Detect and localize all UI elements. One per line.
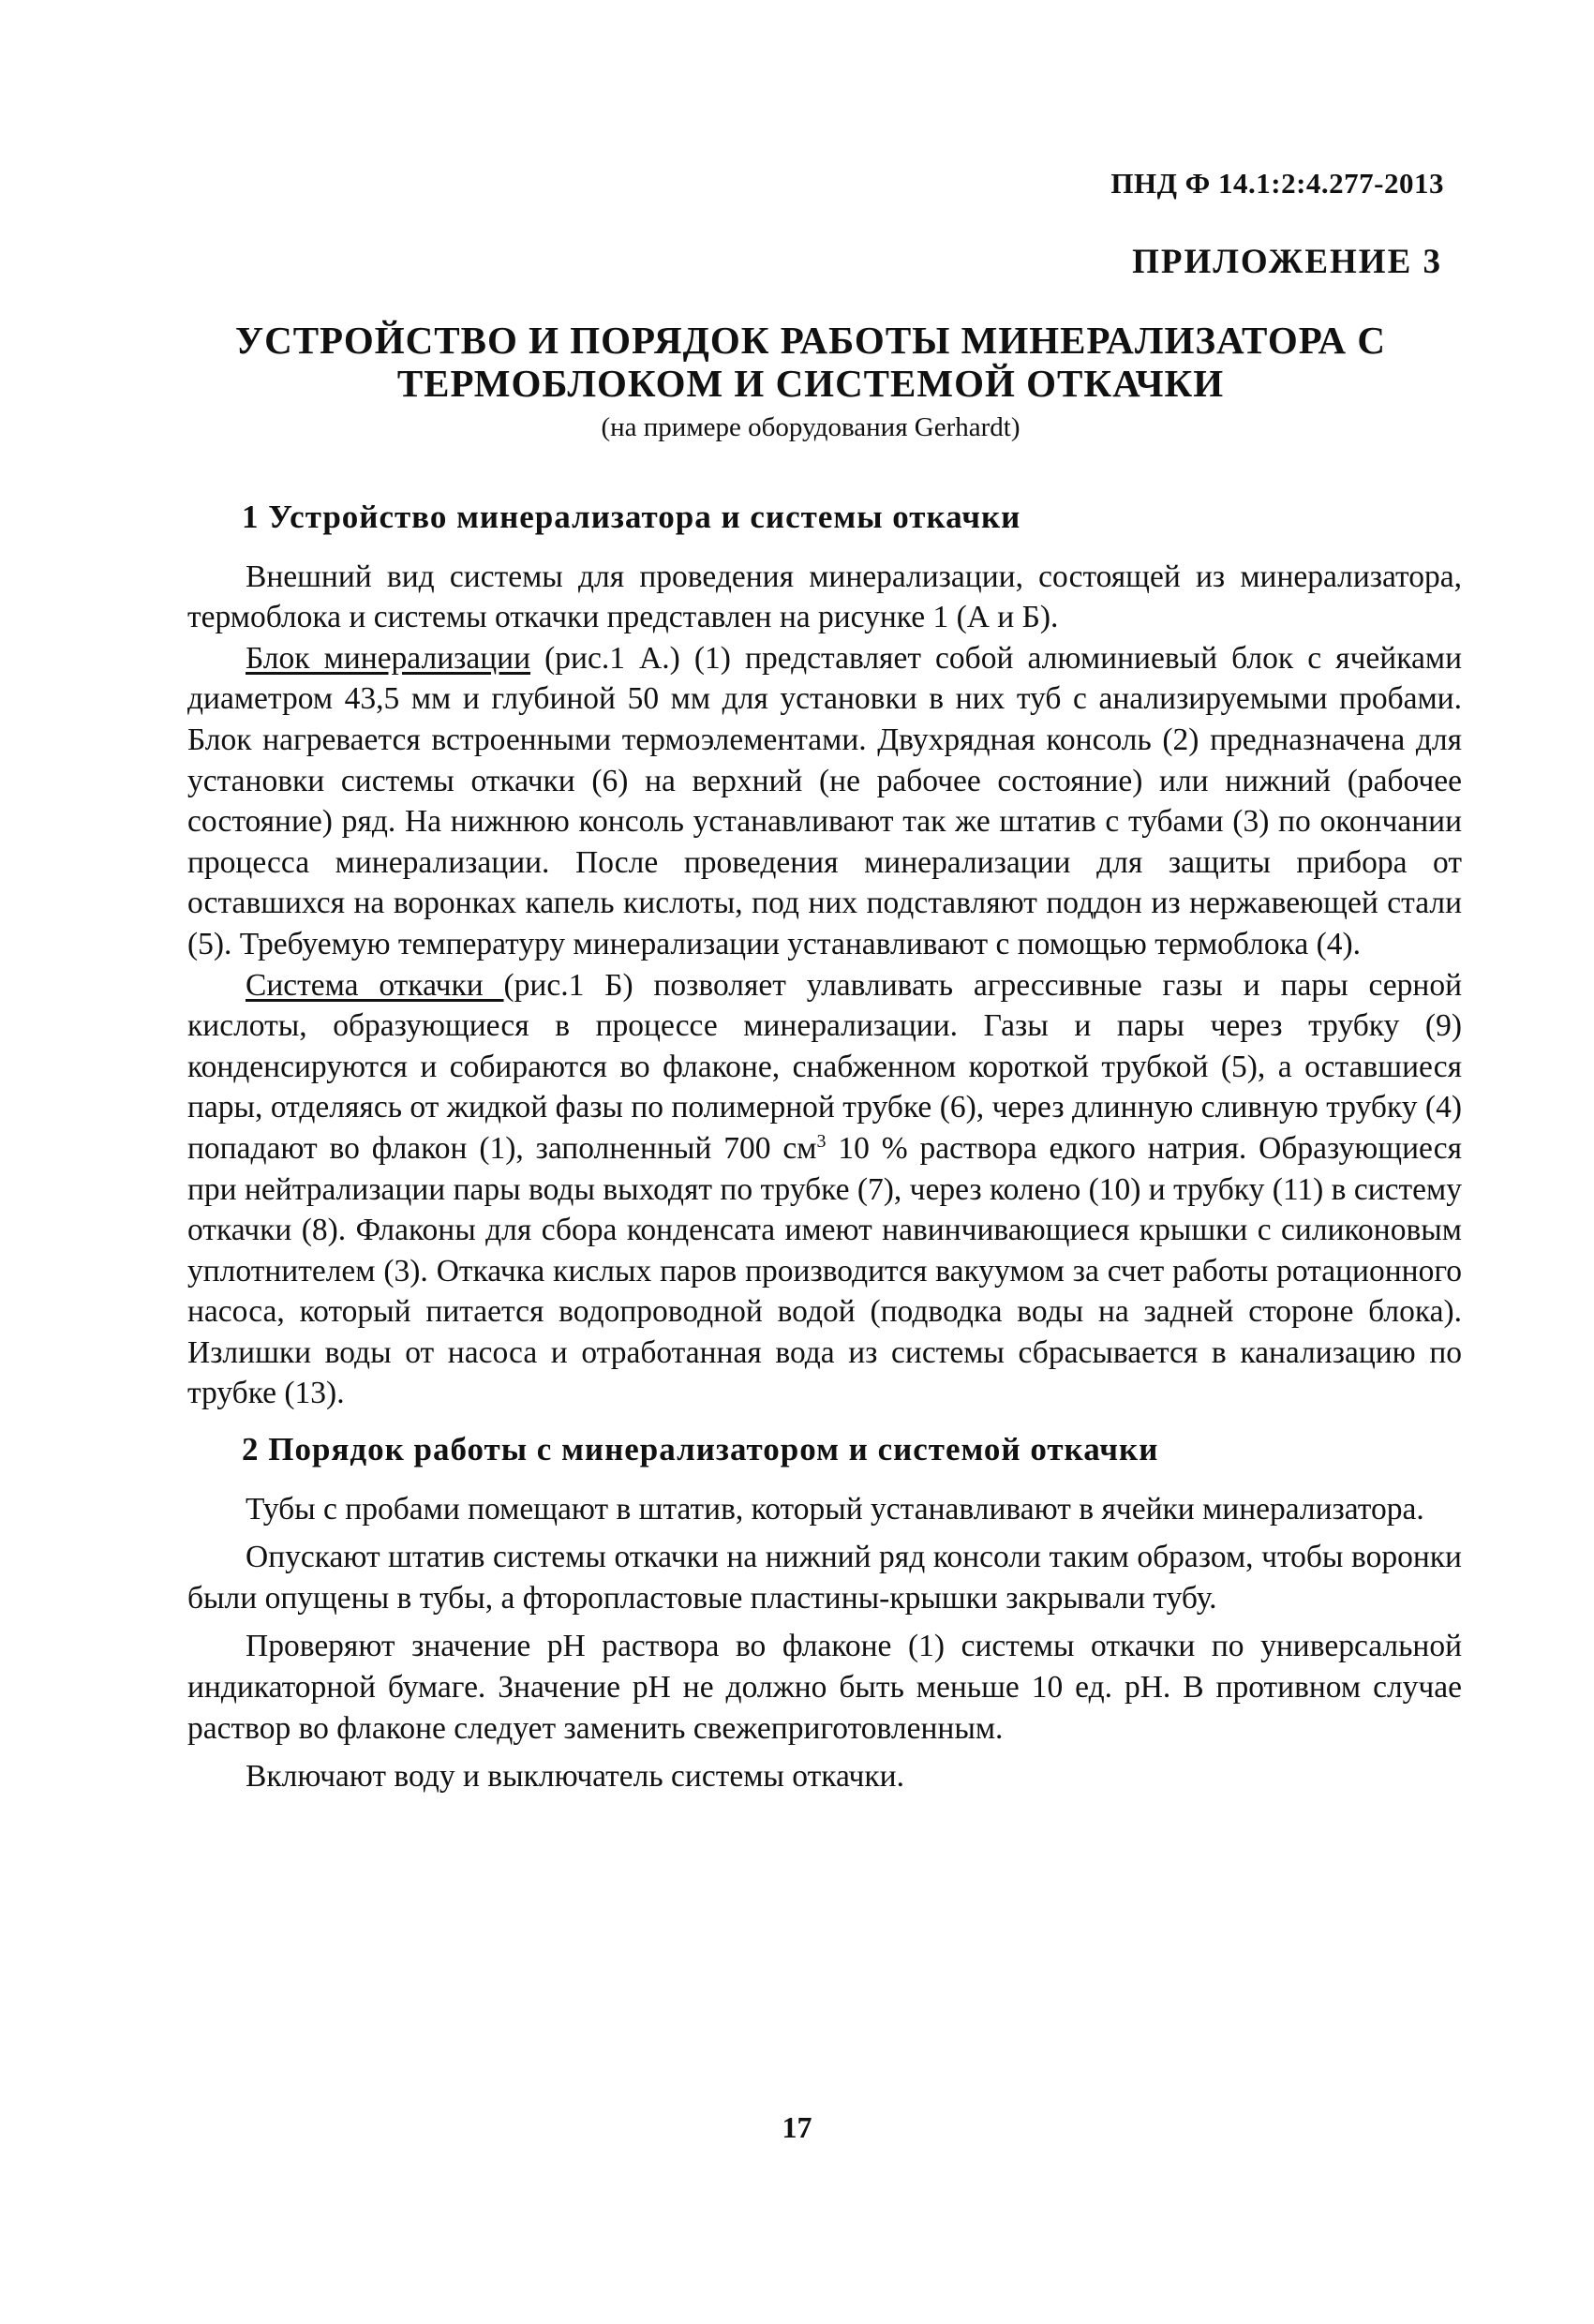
document-body [187, 497, 1462, 1797]
title-line-2: ТЕРМОБЛОКОМ И СИСТЕМОЙ ОТКАЧКИ [396, 362, 1225, 405]
term-exhaust-system: Система откачки [246, 967, 504, 1003]
section-1-paragraph-1: Внешний вид системы для проведения минерализации, состоящей из минерализатора, термоблока и системы откачки представлен на рисунке 1 (А и Б). [187, 559, 1462, 635]
document-code: ПНД Ф 14.1:2:4.277-2013 [1110, 167, 1444, 200]
section-2-paragraph-1: Тубы с пробами помещают в штатив, который устанавливают в ячейки минерализатора. [246, 1491, 1424, 1527]
section-1-paragraph-3-text-b: 10 % раствора едкого натрия. Образующиеся при нейтрализации пары воды выходят по трубке (7), через колено (10) и трубку (11) в систему откачки (8). Флаконы для сбора конденсата имеют навинчивающиеся крышки с силиконовым уплотнителем (3). Откачка кислых паров производится вакуумом за счет работы ротационного насоса, который питается водопроводной водой (подводка воды на задней стороне блока). Излишки воды от насоса и отработанная вода из системы сбрасывается в канализацию по трубке (13). [187, 1130, 1462, 1411]
cubic-superscript: 3 [816, 1130, 827, 1152]
title-line-1: УСТРОЙСТВО И ПОРЯДОК РАБОТЫ МИНЕРАЛИЗАТОРА С [235, 319, 1386, 362]
title-subtitle: (на примере оборудования Gerhardt) [601, 412, 1020, 442]
section-1-paragraph-3-text-a: (рис.1 Б) позволяет улавливать агрессивные газы и пары серной кислоты, образующиеся в процессе минерализации. Газы и пары через трубку (9) конденсируются и собираются во флаконе, снабженном короткой трубкой (5), а оставшиеся пары, отделяясь от жидкой фазы по полимерной трубке (6), через длинную сливную трубку (4) попадают во флакон (1), заполненный 700 см [187, 967, 1462, 1166]
section-2-heading: 2 Порядок работы с минерализатором и системой откачки [242, 1431, 1159, 1468]
title-block [216, 319, 1406, 446]
page-number: 17 [782, 2110, 812, 2144]
section-2-paragraph-2: Опускают штатив системы откачки на нижний ряд консоли таким образом, чтобы воронки были опущены в тубы, а фторопластовые пластины-крышки закрывали тубу. [187, 1540, 1462, 1616]
section-2-paragraph-3: Проверяют значение pH раствора во флаконе (1) системы откачки по универсальной индикаторной бумаге. Значение pH не должно быть меньше 10 ед. pH. В противном случае раствор во флаконе следует заменить свежеприготовленным. [187, 1629, 1462, 1746]
appendix-label: ПРИЛОЖЕНИЕ 3 [1132, 243, 1442, 281]
section-1-paragraph-2-text: (рис.1 А.) (1) представляет собой алюминиевый блок с ячейками диаметром 43,5 мм и глубиной 50 мм для установки в них туб с анализируемыми пробами. Блок нагревается встроенными термоэлементами. Двухрядная консоль (2) предназначена для установки системы откачки (6) на верхний (не рабочее состояние) или нижний (рабочее состояние) ряд. На нижнюю консоль устанавливают так же штатив с тубами (3) по окончании процесса минерализации. После проведения минерализации для защиты прибора от оставшихся на воронках капель кислоты, под них подставляют поддон из нержавеющей стали (5). Требуемую температуру минерализации устанавливают с помощью термоблока (4). [187, 640, 1462, 961]
section-2-paragraph-4: Включают воду и выключатель системы откачки. [246, 1759, 904, 1795]
section-1-heading: 1 Устройство минерализатора и системы откачки [242, 499, 1021, 535]
term-mineralization-block: Блок минерализации [246, 640, 531, 676]
section-1-paragraph-3 [187, 965, 1462, 1415]
section-1-paragraph-2 [187, 638, 1462, 965]
